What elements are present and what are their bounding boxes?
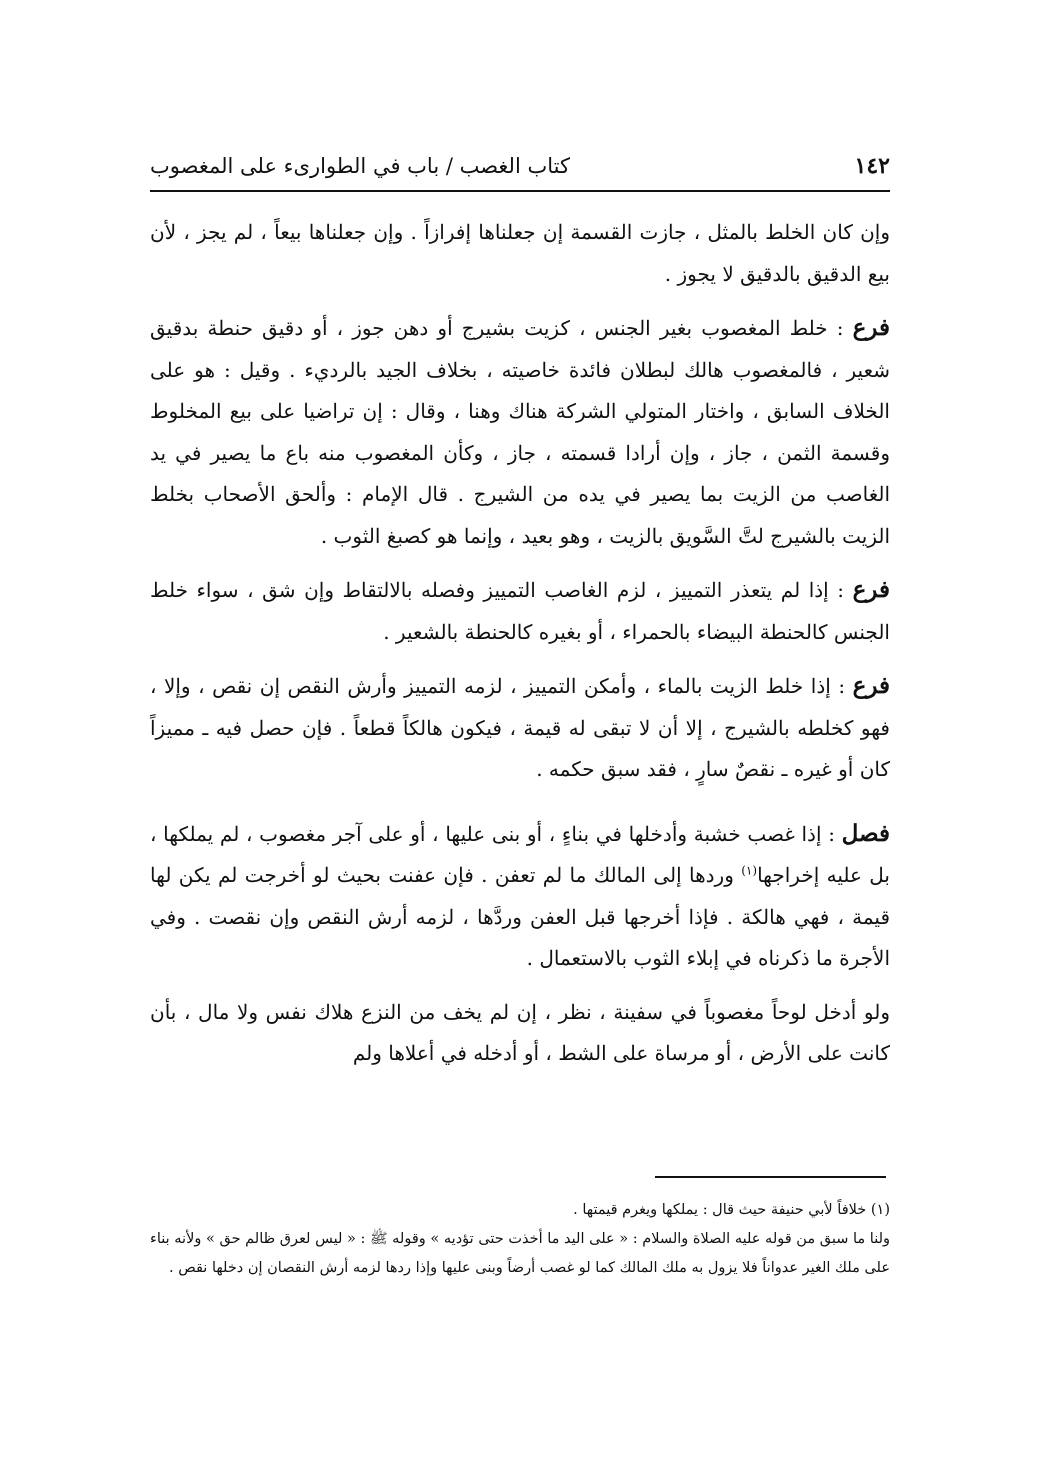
paragraph-fasl-wood [150, 813, 890, 980]
section-label-far: فرع [852, 672, 891, 699]
footnote-divider [655, 1176, 886, 1178]
footnote-1-continuation: ولنا ما سبق من قوله عليه الصلاة والسلام : « على اليد ما أخذت حتى تؤديه » وقوله ﷺ : « ليس لعرق ظالم حق » ولأنه بناء على ملك الغير عدواناً فلا يزول به ملك المالك كما لو غصب أرضاً وبنى عليها وإذا ردها لزمه أرش النقصان إن دخلها نقص . [150, 1231, 890, 1276]
running-title: كتاب الغصب / باب في الطوارىء على المغصوب [150, 154, 570, 178]
main-text [150, 212, 890, 1087]
page-header [150, 146, 890, 186]
paragraph-text: : إذا خلط الزيت بالماء ، وأمكن التمييز ، لزمه التمييز وأرش النقص إن نقص ، وإلا ، فهو كخلطه بالشيرج ، إلا أن لا تبقى له قيمة ، فيكون هالكاً قطعاً . فإن حصل فيه ـ مميزاً كان أو غيره ـ نقصٌ سارٍ ، فقد سبق حكمه . [150, 674, 890, 781]
paragraph-mixing-same-kind: وإن كان الخلط بالمثل ، جازت القسمة إن جعلناها إفرازاً . وإن جعلناها بيعاً ، لم يجز ، لأن بيع الدقيق بالدقيق لا يجوز . [150, 220, 890, 286]
footnote-reference[interactable]: (١) [741, 863, 758, 878]
header-divider [150, 190, 890, 192]
paragraph-far-oil-water [150, 665, 890, 791]
paragraph-gap [150, 803, 890, 813]
section-label-fasl: فصل [841, 819, 890, 847]
paragraph-text: وردها إلى المالك ما لم تعفن . فإن عفنت بحيث لو أخرجت لم يكن لها قيمة ، فهي هالكة . فإذا أخرجها قبل العفن وردَّها ، لزمه أرش النقص وإن نقصت . وفي الأجرة ما ذكرناه في إبلاء الثوب بالاستعمال . [150, 863, 890, 970]
section-label-far: فرع [852, 314, 890, 341]
paragraph-text: : إذا لم يتعذر التمييز ، لزم الغاصب التمييز وفصله بالالتقاط وإن شق ، سواء خلط الجنس كالحنطة البيضاء بالحمراء ، أو بغيره كالحنطة بالشعير . [150, 578, 890, 644]
paragraph-far-different-kind [150, 307, 890, 557]
footnotes [150, 1196, 890, 1283]
paragraph-text: : إذا غصب خشبة وأدخلها في بناءٍ ، أو بنى عليها ، أو على آجر مغصوب ، لم يملكها ، بل عليه إخراجها [150, 821, 890, 887]
section-label-far: فرع [852, 576, 890, 603]
footnote-1-line: (١) خلافاً لأبي حنيفة حيث قال : يملكها ويغرم قيمتها . [573, 1202, 890, 1218]
paragraph-far-separation [150, 569, 890, 653]
page-number: ١٤٢ [854, 153, 890, 179]
paragraph-ship-plank: ولو أدخل لوحاً مغصوباً في سفينة ، نظر ، إن لم يخف من النزع هلاك نفس ولا مال ، بأن كانت على الأرض ، أو مرساة على الشط ، أو أدخله في أعلاها ولم [150, 999, 890, 1065]
paragraph-text: : خلط المغصوب بغير الجنس ، كزيت بشيرج أو دهن جوز ، أو دقيق حنطة بدقيق شعير ، فالمغصوب هالك لبطلان فائدة خاصيته ، بخلاف الجيد بالرديء . وقيل : هو على الخلاف السابق ، واختار المتولي الشركة هناك وهنا ، وقال : إن تراضيا على بيع المخلوط وقسمة الثمن ، جاز ، وإن أرادا قسمته ، جاز ، وكأن المغصوب منه باع ما يصير في يد الغاصب من الزيت بما يصير في يده من الشيرج . قال الإمام : وألحق الأصحاب بخلط الزيت بالشيرج لتَّ السَّويق بالزيت ، وهو بعيد ، وإنما هو كصبغ الثوب . [150, 316, 890, 548]
